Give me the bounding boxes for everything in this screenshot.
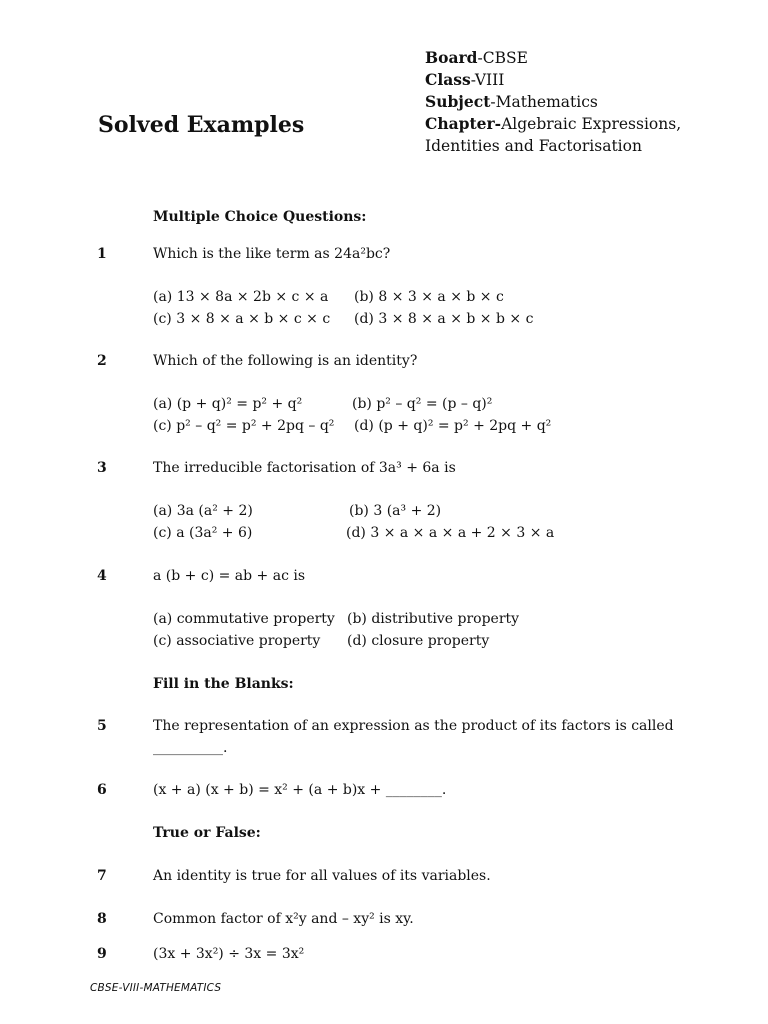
- option-c: (c) a (3a² + 6): [153, 525, 253, 541]
- section-mcq-heading: Multiple Choice Questions:: [153, 209, 367, 225]
- board-value: -CBSE: [477, 49, 528, 67]
- subject-line: [425, 91, 681, 113]
- chapter-line-2: Identities and Factorisation: [425, 137, 642, 155]
- subject-value: -Mathematics: [490, 93, 598, 111]
- chapter-label: Chapter-: [425, 114, 502, 133]
- question-text: The irreducible factorisation of 3a³ + 6a is: [153, 460, 456, 476]
- option-d: (d) (p + q)² = p² + 2pq + q²: [354, 418, 552, 434]
- option-c: (c) p² – q² = p² + 2pq – q²: [153, 418, 335, 434]
- chapter-value-1: Algebraic Expressions,: [501, 115, 682, 133]
- option-d: (d) 3 × a × a × a + 2 × 3 × a: [346, 525, 555, 541]
- option-b: (b) p² – q² = (p – q)²: [352, 396, 493, 412]
- option-d: (d) 3 × 8 × a × b × b × c: [354, 311, 534, 327]
- option-d: (d) closure property: [347, 633, 490, 649]
- option-c: (c) associative property: [153, 633, 321, 649]
- board-line: [425, 47, 681, 69]
- answer-blank: __________.: [153, 740, 228, 756]
- option-a: (a) commutative property: [153, 611, 335, 627]
- section-truefalse-heading: True or False:: [153, 825, 261, 841]
- section-fill-heading: Fill in the Blanks:: [153, 676, 294, 692]
- question-number: 4: [97, 568, 107, 584]
- option-c: (c) 3 × 8 × a × b × c × c: [153, 311, 331, 327]
- page-title: Solved Examples: [98, 112, 305, 138]
- option-a: (a) 13 × 8a × 2b × c × a: [153, 289, 329, 305]
- page-footer: CBSE-VIII-MATHEMATICS: [90, 982, 222, 994]
- class-label: Class: [425, 70, 471, 89]
- question-text: Common factor of x²y and – xy² is xy.: [153, 911, 414, 927]
- question-text: (3x + 3x²) ÷ 3x = 3x²: [153, 946, 305, 962]
- option-b: (b) 3 (a³ + 2): [349, 503, 442, 519]
- option-a: (a) (p + q)² = p² + q²: [153, 396, 303, 412]
- option-b: (b) distributive property: [347, 611, 520, 627]
- question-number: 3: [97, 460, 107, 476]
- option-a: (a) 3a (a² + 2): [153, 503, 253, 519]
- question-text: a (b + c) = ab + ac is: [153, 568, 306, 584]
- question-number: 5: [97, 718, 107, 734]
- question-number: 2: [97, 353, 107, 369]
- question-text: Which is the like term as 24a²bc?: [153, 246, 391, 262]
- question-number: 8: [97, 911, 107, 927]
- question-number: 7: [97, 868, 107, 884]
- question-text: (x + a) (x + b) = x² + (a + b)x + ________.: [153, 782, 447, 798]
- class-line: [425, 69, 681, 91]
- chapter-line: [425, 113, 681, 135]
- question-number: 6: [97, 782, 107, 798]
- class-value: -VIII: [470, 71, 505, 89]
- question-text: Which of the following is an identity?: [153, 353, 418, 369]
- option-b: (b) 8 × 3 × a × b × c: [354, 289, 504, 305]
- board-label: Board: [425, 48, 478, 67]
- question-text: An identity is true for all values of its variables.: [153, 868, 491, 884]
- question-number: 1: [97, 246, 107, 262]
- question-text: The representation of an expression as the product of its factors is called: [153, 718, 674, 734]
- document-meta: [425, 47, 681, 157]
- question-number: 9: [97, 946, 107, 962]
- subject-label: Subject: [425, 92, 491, 111]
